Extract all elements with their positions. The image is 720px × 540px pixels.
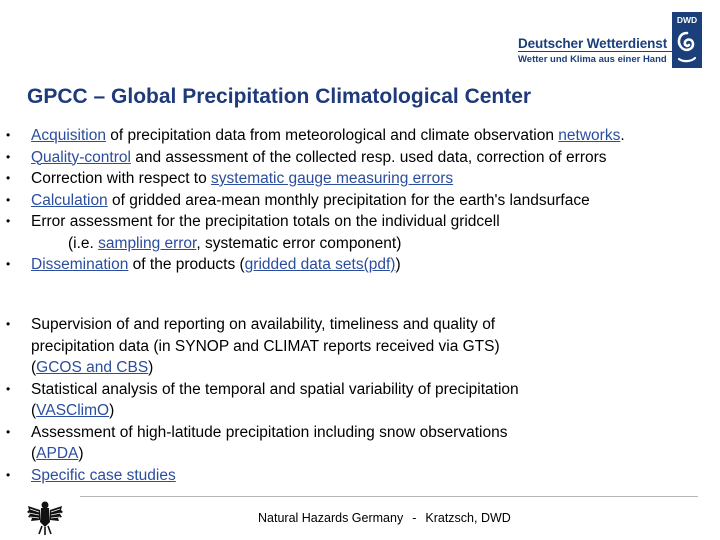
list-item-text: Assessment of high-latitude precipitation including snow observations — [31, 423, 508, 441]
bullet-icon: • — [6, 149, 11, 164]
list-item-text: ( — [31, 402, 37, 419]
list-item — [0, 168, 720, 190]
list-item-text: (i.e. — [68, 234, 99, 252]
logo-name: Deutscher Wetterdienst — [518, 36, 668, 51]
list-item-continuation — [0, 357, 720, 379]
page-title: GPCC – Global Precipitation Climatological Center — [27, 85, 532, 108]
list-item-continuation — [0, 336, 720, 358]
gridded-data-sets-link[interactable]: gridded data sets(pdf) — [244, 256, 396, 273]
networks-link[interactable]: networks — [558, 127, 621, 144]
list-item — [0, 190, 720, 212]
calculation-link[interactable]: Calculation — [31, 191, 108, 209]
bullet-icon: • — [6, 381, 11, 396]
list-item — [0, 379, 720, 401]
dissemination-link[interactable]: Dissemination — [31, 256, 129, 273]
list-item — [0, 147, 720, 169]
bullet-icon: • — [6, 128, 11, 142]
list-item-text: ( — [31, 359, 37, 376]
logo-tagline: Wetter und Klima aus einer Hand — [518, 54, 667, 65]
case-studies-link[interactable]: Specific case studies — [31, 466, 176, 484]
dwd-emblem — [672, 12, 702, 68]
list-item-text: Correction with respect to — [31, 170, 212, 187]
list-item-text: Statistical analysis of the temporal and spatial variability of precipitation — [31, 380, 519, 398]
vasclimo-link[interactable]: VASClimO — [36, 402, 110, 419]
list-item-text: of the products ( — [128, 256, 245, 273]
list-item-text: of precipitation data from meteorological and climate observation — [105, 127, 559, 144]
gcos-cbs-link[interactable]: GCOS and CBS — [36, 359, 149, 376]
bullet-icon: • — [6, 257, 11, 271]
apda-link[interactable]: APDA — [36, 445, 79, 462]
logo-abbrev: DWD — [676, 15, 698, 25]
bullet-icon: • — [6, 467, 11, 482]
list-item-text: of gridded area-mean monthly precipitation for the earth's landsurface — [107, 191, 590, 209]
footer-divider — [80, 496, 698, 497]
list-item-text: ) — [148, 359, 154, 376]
list-item — [0, 125, 720, 147]
list-item — [0, 254, 720, 276]
bullet-icon: • — [6, 192, 11, 207]
footer — [258, 511, 511, 525]
list-item — [0, 465, 720, 487]
list-item-text: and assessment of the collected resp. used data, correction of errors — [130, 148, 607, 166]
list-item-text: ( — [31, 445, 37, 462]
swirl-icon — [674, 29, 700, 65]
list-item-text: precipitation data (in SYNOP and CLIMAT reports received via GTS) — [31, 337, 500, 355]
list-item-text: , systematic error component) — [196, 234, 402, 252]
logo-divider — [518, 51, 678, 52]
list-item — [0, 211, 720, 233]
list-item-continuation — [0, 443, 720, 465]
bullet-icon: • — [6, 317, 11, 331]
footer-author: Kratzsch, DWD — [425, 511, 511, 525]
sampling-error-link[interactable]: sampling error — [98, 234, 197, 252]
footer-separator: - — [412, 511, 417, 525]
list-item-text: . — [620, 127, 625, 144]
list-item-text: ) — [395, 256, 401, 273]
activities-list — [0, 314, 720, 486]
footer-event: Natural Hazards Germany — [258, 511, 404, 525]
list-item-continuation — [0, 400, 720, 422]
systematic-gauge-errors-link[interactable]: systematic gauge measuring errors — [211, 170, 454, 187]
tasks-list — [0, 125, 720, 276]
bullet-icon: • — [6, 424, 11, 439]
dwd-logo — [512, 8, 712, 72]
list-item-text: Supervision of and reporting on availability, timeliness and quality of — [31, 316, 496, 333]
federal-eagle-icon — [26, 500, 64, 536]
quality-control-link[interactable]: Quality-control — [31, 148, 131, 166]
list-item-continuation — [0, 233, 720, 255]
list-item-text: ) — [109, 402, 115, 419]
list-item-text: ) — [78, 445, 84, 462]
acquisition-link[interactable]: Acquisition — [31, 127, 106, 144]
list-item — [0, 314, 720, 336]
bullet-icon: • — [6, 214, 11, 228]
bullet-icon: • — [6, 171, 11, 185]
list-item — [0, 422, 720, 444]
list-item-text: Error assessment for the precipitation totals on the individual gridcell — [31, 213, 500, 230]
